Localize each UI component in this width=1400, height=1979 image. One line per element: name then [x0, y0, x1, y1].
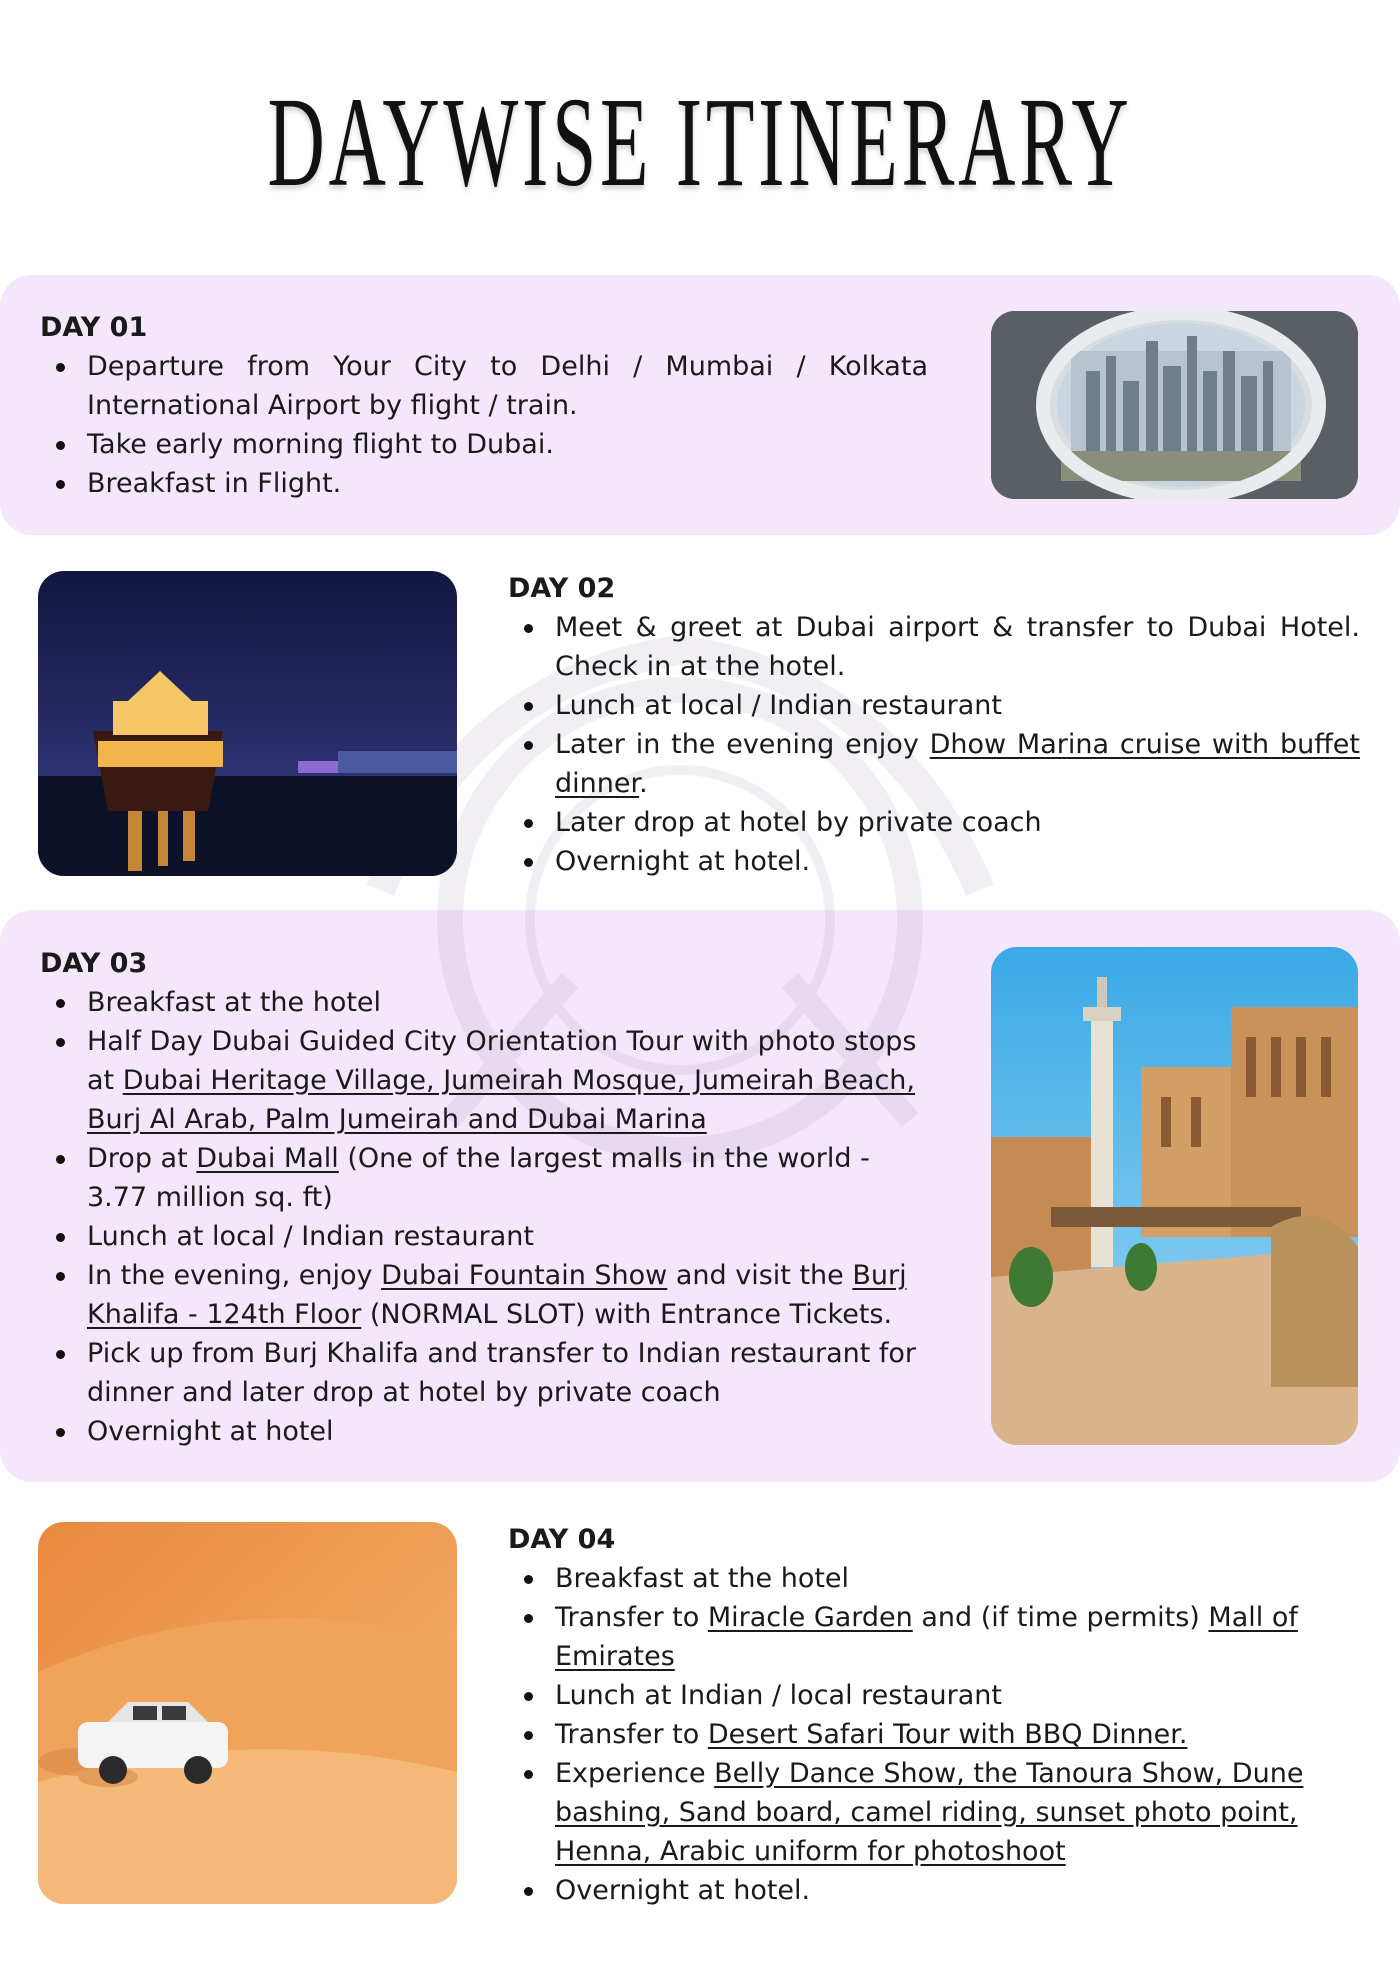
list-item: Lunch at Indian / local restaurant — [508, 1676, 1360, 1715]
day-02-heading: DAY 02 — [508, 573, 616, 604]
heritage-village-photo — [991, 947, 1358, 1445]
day-04-section — [508, 1521, 1360, 1910]
list-item: Lunch at local / Indian restaurant — [508, 686, 1360, 725]
day-04-heading: DAY 04 — [508, 1524, 616, 1555]
fountain-show-link[interactable]: Dubai Fountain Show — [381, 1260, 668, 1291]
desert-safari-photo — [38, 1522, 457, 1904]
page-title: DAYWISE ITINERARY — [267, 71, 1133, 213]
list-item: Overnight at hotel. — [508, 842, 1360, 881]
day-01-list — [40, 347, 928, 503]
city-tour-stops-link[interactable]: Dubai Heritage Village, Jumeirah Mosque, Jumeirah Beach, Burj Al Arab, Palm Jumeirah and Dubai Marina — [87, 1065, 915, 1135]
day-02-section — [508, 570, 1360, 881]
list-item: Drop at Dubai Mall (One of the largest malls in the world - 3.77 million sq. ft) — [40, 1139, 928, 1217]
list-item: Transfer to Miracle Garden and (if time permits) Mall of Emirates — [508, 1598, 1360, 1676]
list-item: Meet & greet at Dubai airport & transfer to Dubai Hotel. Check in at the hotel. — [508, 608, 1360, 686]
list-item: Pick up from Burj Khalifa and transfer to Indian restaurant for dinner and later drop at hotel by private coach — [40, 1334, 928, 1412]
day-01-heading: DAY 01 — [40, 312, 148, 343]
day-03-heading: DAY 03 — [40, 948, 148, 979]
burj-khalifa-link[interactable]: Burj Khalifa - 124th Floor — [87, 1260, 907, 1330]
list-item: Later drop at hotel by private coach — [508, 803, 1360, 842]
dhow-cruise-link[interactable]: Dhow Marina cruise with buffet dinner — [555, 729, 1360, 799]
list-item: Breakfast at the hotel — [508, 1559, 1360, 1598]
list-item: Overnight at hotel — [40, 1412, 928, 1451]
list-item: Transfer to Desert Safari Tour with BBQ Dinner. — [508, 1715, 1360, 1754]
list-item: Half Day Dubai Guided City Orientation Tour with photo stops at Dubai Heritage Village, Jumeirah Mosque, Jumeirah Beach, Burj Al Arab, Palm Jumeirah and Dubai Marina — [40, 1022, 928, 1139]
list-item: Breakfast in Flight. — [40, 464, 928, 503]
list-item: Take early morning flight to Dubai. — [40, 425, 928, 464]
day-03-list — [40, 983, 928, 1451]
experiences-link[interactable]: Belly Dance Show, the Tanoura Show, Dune bashing, Sand board, camel riding, sunset photo point, Henna, Arabic uniform for photoshoot — [555, 1758, 1304, 1867]
day-03-section — [40, 945, 928, 1451]
list-item: Lunch at local / Indian restaurant — [40, 1217, 928, 1256]
list-item: Breakfast at the hotel — [40, 983, 928, 1022]
day-02-list — [508, 608, 1360, 881]
mall-of-emirates-link[interactable]: Mall of Emirates — [555, 1602, 1298, 1672]
day-04-list — [508, 1559, 1360, 1910]
miracle-garden-link[interactable]: Miracle Garden — [707, 1602, 913, 1633]
dubai-mall-link[interactable]: Dubai Mall — [196, 1143, 339, 1174]
list-item: Departure from Your City to Delhi / Mumbai / Kolkata International Airport by flight / train. — [40, 347, 928, 425]
dhow-cruise-photo — [38, 571, 457, 876]
list-item: Later in the evening enjoy Dhow Marina cruise with buffet dinner. — [508, 725, 1360, 803]
list-item: In the evening, enjoy Dubai Fountain Show and visit the Burj Khalifa - 124th Floor (NORMAL SLOT) with Entrance Tickets. — [40, 1256, 928, 1334]
list-item: Experience Belly Dance Show, the Tanoura Show, Dune bashing, Sand board, camel riding, sunset photo point, Henna, Arabic uniform for photoshoot — [508, 1754, 1360, 1871]
desert-safari-link[interactable]: Desert Safari Tour with BBQ Dinner. — [707, 1719, 1188, 1750]
day-01-section — [40, 309, 928, 503]
airplane-window-photo — [991, 311, 1358, 499]
list-item: Overnight at hotel. — [508, 1871, 1360, 1910]
